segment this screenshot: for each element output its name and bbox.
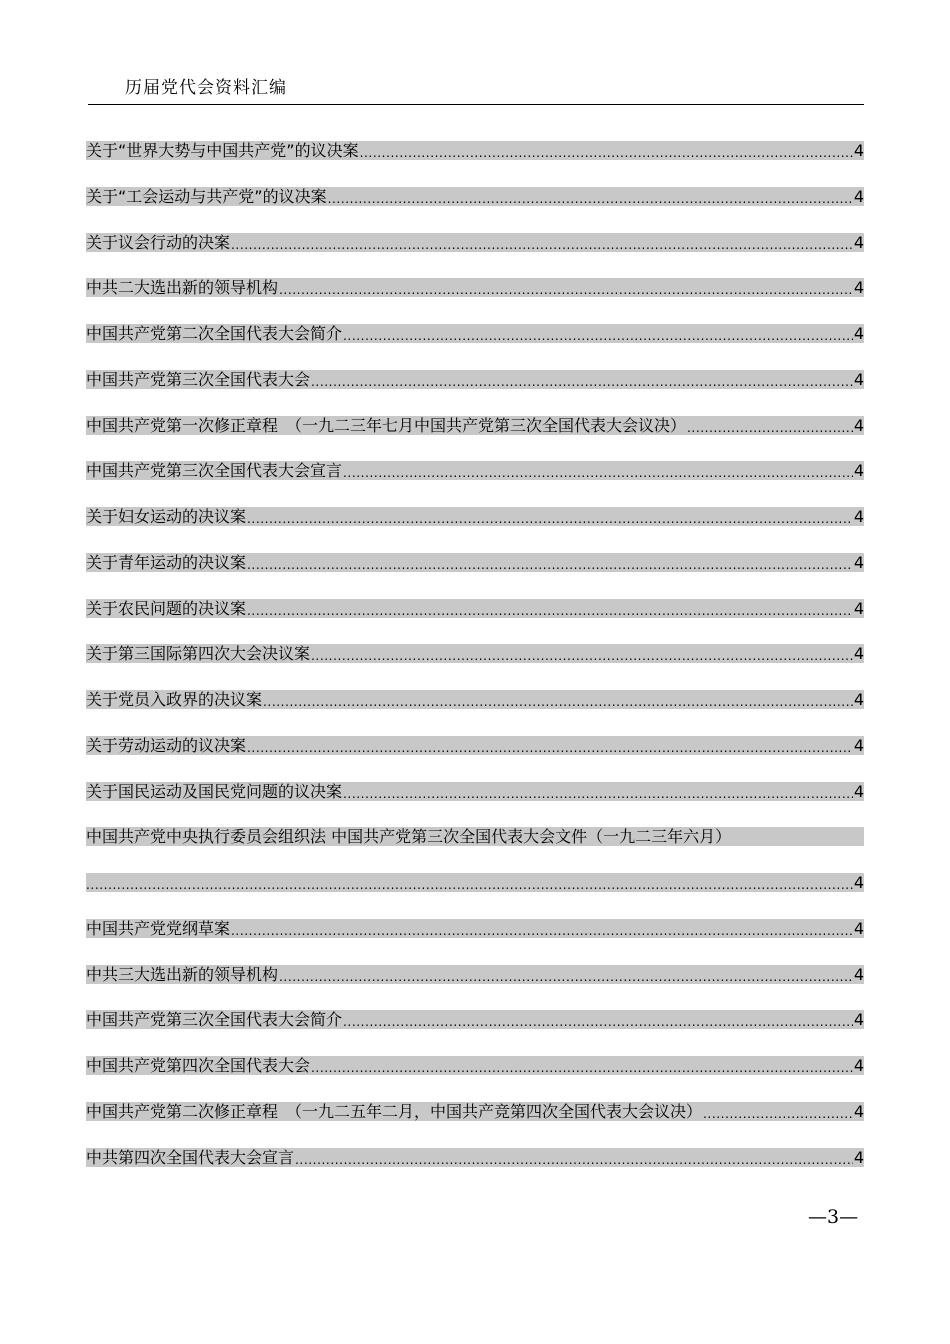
toc-entry-title: 中国共产党第三次全国代表大会 — [86, 369, 311, 389]
toc-entry[interactable] — [86, 598, 864, 620]
toc-leader-dots — [263, 689, 853, 711]
toc-entry-page: 4 — [853, 735, 864, 755]
toc-leader-dots — [279, 277, 853, 299]
toc-entry-title: 关于第三国际第四次大会决议案 — [86, 644, 311, 664]
toc-entry[interactable] — [86, 232, 864, 254]
toc-entry-page: 4 — [853, 415, 864, 435]
toc-entry-title: 关于“世界大势与中国共产党”的议决案 — [86, 141, 359, 160]
toc-entry[interactable] — [86, 460, 864, 482]
toc-entry-page: 4 — [853, 324, 864, 343]
toc-entry-title: 中国共产党党纲草案 — [86, 918, 231, 938]
toc-entry[interactable] — [86, 1101, 864, 1123]
toc-leader-dots — [295, 1147, 853, 1169]
toc-entry[interactable] — [86, 277, 864, 299]
toc-entry-page: 4 — [853, 1010, 864, 1030]
toc-entry-page: 4 — [853, 644, 864, 664]
toc-leader-dots — [247, 598, 853, 620]
toc-entry[interactable] — [86, 1055, 864, 1077]
toc-entry-page: 4 — [853, 232, 864, 252]
toc-leader-dots — [247, 506, 853, 528]
toc-entry-title: 中国共产党第二次全国代表大会简介 — [86, 324, 343, 343]
toc-entry-page: 4 — [853, 964, 864, 984]
toc-entry-continuation[interactable] — [86, 872, 864, 894]
toc-leader-dots — [311, 643, 853, 665]
toc-entry[interactable] — [86, 369, 864, 391]
toc-entry-page: 4 — [853, 873, 864, 892]
toc-entry[interactable] — [86, 552, 864, 574]
toc-leader-dots — [360, 140, 853, 162]
toc-entry-title: 中国共产党第二次修正章程 （一九二五年二月，中国共产竞第四次全国代表大会议决） — [86, 1101, 703, 1121]
toc-entry-title: 关于青年运动的决议案 — [86, 552, 247, 572]
toc-entry-title: 中共第四次全国代表大会宣言 — [86, 1147, 295, 1167]
toc-entry-title: 关于“工会运动与共产党”的议决案 — [86, 186, 327, 206]
toc-entry-title: 关于议会行动的决案 — [86, 232, 231, 252]
toc-entry-title: 中国共产党第三次全国代表大会简介 — [86, 1010, 343, 1030]
toc-leader-dots — [247, 735, 853, 757]
toc-entry-page: 4 — [853, 552, 864, 572]
toc-entry-title: 关于党员入政界的决议案 — [86, 690, 263, 709]
toc-leader-dots — [343, 781, 853, 803]
toc-entry-page: 4 — [853, 507, 864, 526]
toc-entry[interactable] — [86, 689, 864, 711]
toc-entry-title: 关于农民问题的决议案 — [86, 598, 247, 618]
toc-entry-title: 关于妇女运动的决议案 — [86, 507, 247, 526]
toc-leader-dots — [343, 460, 853, 482]
toc-leader-dots — [687, 415, 853, 437]
toc-leader-dots — [311, 1055, 853, 1077]
toc-entry-title: 中共三大选出新的领导机构 — [86, 964, 279, 984]
toc-entry-page: 4 — [853, 278, 864, 298]
toc-entry-title: 关于劳动运动的议决案 — [86, 735, 247, 755]
toc-entry-title: 中共二大选出新的领导机构 — [86, 278, 279, 298]
toc-entry-page: 4 — [853, 461, 864, 481]
toc-entry[interactable] — [86, 1147, 864, 1169]
toc-leader-dots — [703, 1101, 853, 1123]
toc-entry[interactable] — [86, 643, 864, 665]
toc-entry-page: 4 — [853, 781, 864, 801]
toc-entry-page: 4 — [853, 1101, 864, 1121]
toc-entry-title: 中国共产党第一次修正章程 （一九二三年七月中国共产党第三次全国代表大会议决） — [86, 415, 687, 435]
toc-entry-page: 4 — [853, 1056, 864, 1075]
toc-entry[interactable] — [86, 964, 864, 986]
toc-entry[interactable] — [86, 918, 864, 940]
table-of-contents — [86, 140, 864, 1192]
toc-entry-page: 4 — [853, 918, 864, 938]
page-number: —3— — [808, 1206, 859, 1228]
toc-entry[interactable] — [86, 506, 864, 528]
header-title: 历届党代会资料汇编 — [125, 78, 287, 98]
toc-leader-dots — [279, 964, 853, 986]
toc-entry[interactable] — [86, 323, 864, 345]
toc-leader-dots — [247, 552, 853, 574]
toc-entry[interactable] — [86, 781, 864, 803]
toc-entry-title: 中国共产党中央执行委员会组织法 中国共产党第三次全国代表大会文件（一九二三年六月） — [86, 827, 732, 847]
toc-entry[interactable] — [86, 735, 864, 757]
toc-leader-dots — [343, 1009, 853, 1031]
page-header — [88, 76, 864, 105]
toc-leader-dots — [86, 872, 853, 894]
toc-entry-page: 4 — [853, 369, 864, 389]
toc-leader-dots — [231, 232, 853, 254]
toc-entry-title: 中国共产党第四次全国代表大会 — [86, 1056, 311, 1075]
toc-entry[interactable] — [86, 826, 864, 848]
toc-entry-page: 4 — [853, 598, 864, 618]
toc-entry-page: 4 — [853, 186, 864, 206]
toc-entry-page: 4 — [853, 1147, 864, 1167]
toc-entry[interactable] — [86, 415, 864, 437]
toc-leader-dots — [328, 186, 853, 208]
toc-entry[interactable] — [86, 140, 864, 162]
toc-entry-title: 关于国民运动及国民党问题的议决案 — [86, 781, 343, 801]
toc-entry-page: 4 — [853, 690, 864, 709]
toc-leader-dots — [231, 918, 853, 940]
toc-leader-dots — [343, 323, 853, 345]
toc-entry[interactable] — [86, 1009, 864, 1031]
toc-leader-dots — [311, 369, 853, 391]
toc-entry[interactable] — [86, 186, 864, 208]
toc-entry-title: 中国共产党第三次全国代表大会宣言 — [86, 461, 343, 481]
toc-entry-page: 4 — [853, 141, 864, 160]
